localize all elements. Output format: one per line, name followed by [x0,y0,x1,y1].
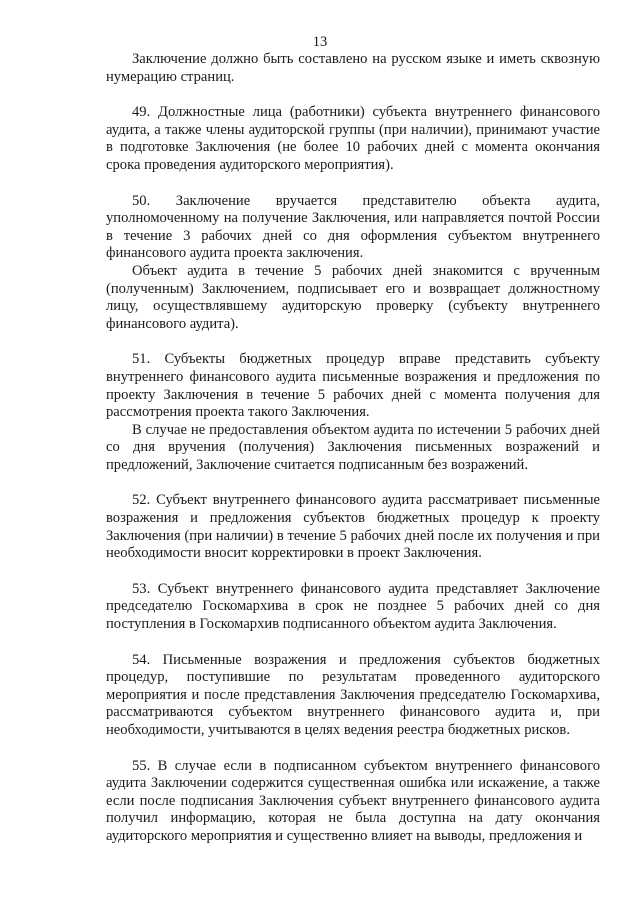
page-number: 13 [312,34,328,50]
paragraph-52: 52. Субъект внутреннего финансового аудита рассматривает письменные возражения и предложения субъектов бюджетных процедур к проекту Заключения (при наличии) в течение 5 рабочих дней после их получения и при необходимости вносит корректировки в проект Заключения. [106,492,600,562]
paragraph-55: 55. В случае если в подписанном субъектом внутреннего финансового аудита Заключении содержится существенная ошибка или искажение, а также если после подписания Заключения субъект внутреннего финансового аудита получил информацию, которая не была доступна на дату окончания аудиторского мероприятия и существенно влияет на выводы, предложения и [106,757,600,844]
paragraph-51: 51. Субъекты бюджетных процедур вправе представить субъекту внутреннего финансового аудита письменные возражения и предложения по проекту Заключения в течение 5 рабочих дней с момента получения для рассмотрения проекта такого Заключения. [106,351,600,421]
paragraph-50: 50. Заключение вручается представителю объекта аудита, уполномоченному на получение Заключения, или направляется почтой России в течение 3 рабочих дней со дня оформления субъектом внутреннего финансового аудита проекта заключения. [106,192,600,262]
paragraph-50-continuation: Объект аудита в течение 5 рабочих дней знакомится с врученным (полученным) Заключением, подписывает его и возвращает должностному лицу, осуществлявшему аудиторскую проверку (субъекту внутреннего финансового аудита). [106,262,600,332]
paragraph-53: 53. Субъект внутреннего финансового аудита представляет Заключение председателю Госкомархива в срок не позднее 5 рабочих дней со дня поступления в Госкомархив подписанного объектом аудита Заключения. [106,580,600,633]
paragraph-51-continuation: В случае не предоставления объектом аудита по истечении 5 рабочих дней со дня вручения (получения) Заключения письменных возражений и предложений, Заключение считается подписанным без возражений. [106,421,600,473]
page-body [106,51,600,846]
paragraph-intro: Заключение должно быть составлено на русском языке и иметь сквозную нумерацию страниц. [106,51,600,85]
paragraph-54: 54. Письменные возражения и предложения субъектов бюджетных процедур, поступившие по результатам проведенного аудиторского мероприятия и после представления Заключения председателю Госкомархива, рассматриваются субъектом внутреннего финансового аудита и, при необходимости, учитываются в целях ведения реестра бюджетных рисков. [106,651,600,738]
paragraph-49: 49. Должностные лица (работники) субъекта внутреннего финансового аудита, а также члены аудиторской группы (при наличии), принимают участие в подготовке Заключения (не более 10 рабочих дней с момента окончания срока проведения аудиторского мероприятия). [106,104,600,173]
